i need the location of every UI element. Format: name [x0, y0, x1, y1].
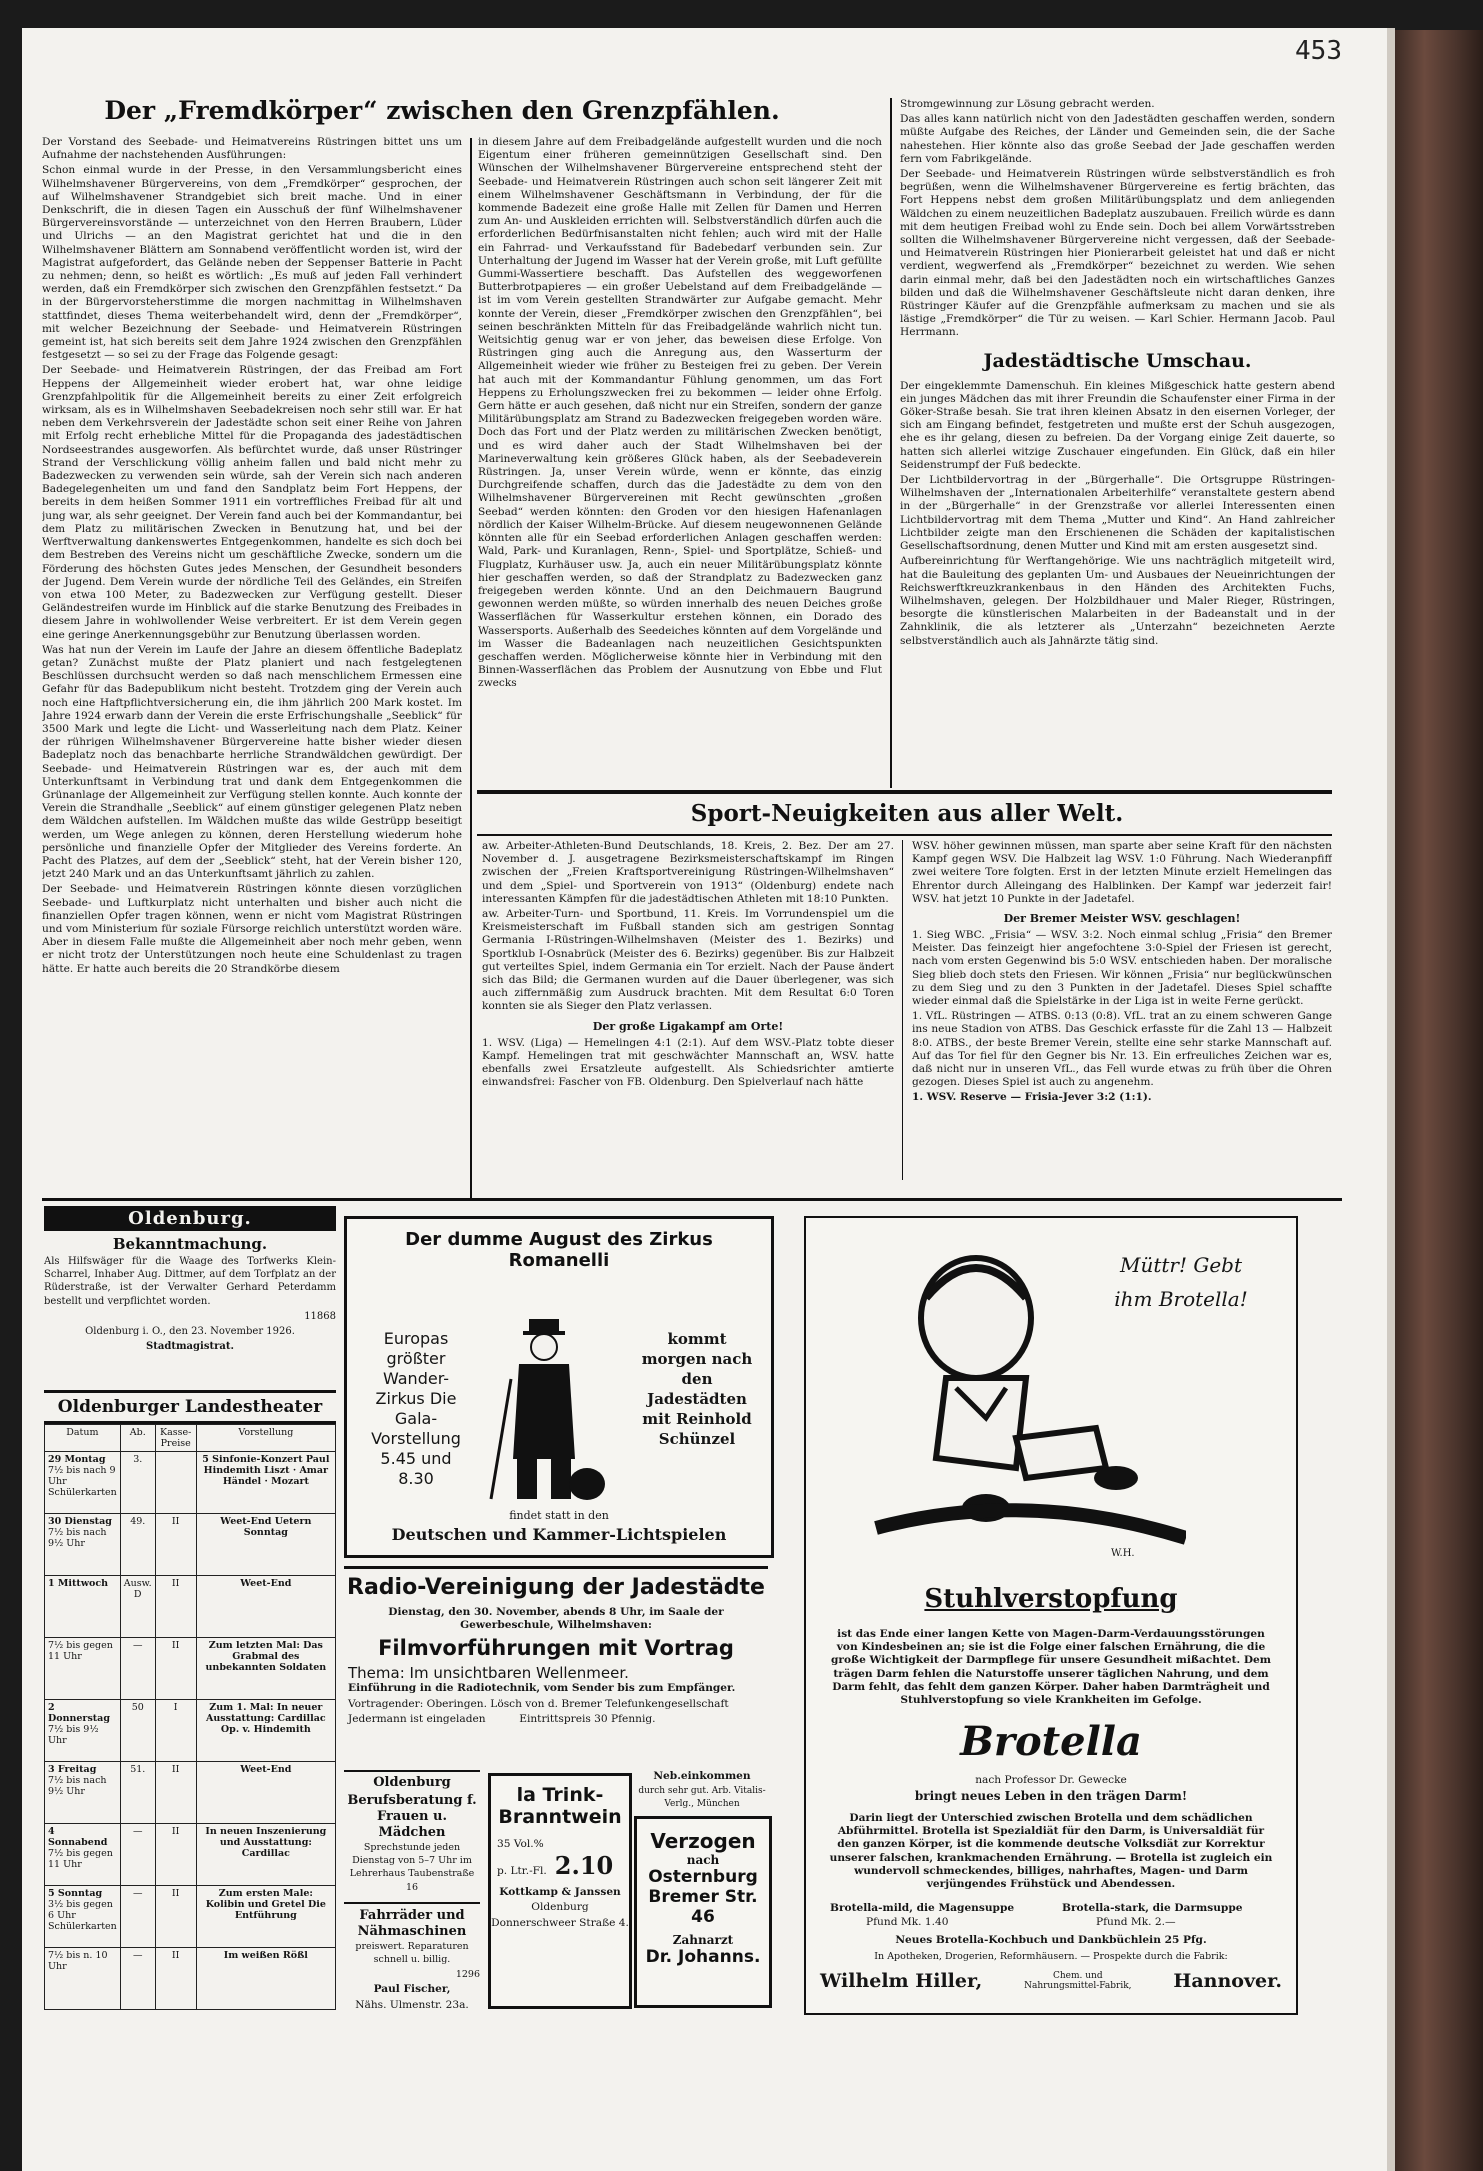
theater-time: 7½ bis nach 9½ Uhr	[48, 1775, 107, 1797]
brotella-mild-price: Pfund Mk. 1.40	[866, 1916, 949, 1928]
theater-ab-cell: Ausw. D	[120, 1576, 155, 1638]
sport-title: Sport-Neuigkeiten aus aller Welt.	[690, 800, 1124, 827]
article-column-1	[42, 136, 462, 1196]
trink-price: 2.10	[554, 1851, 614, 1881]
brotella-by: nach Professor Dr. Gewecke	[975, 1774, 1127, 1786]
verzogen-ad	[634, 1816, 772, 2008]
theater-col-header: Vorstellung	[196, 1425, 335, 1452]
theater-show-cell: Weet-End Uetern Sonntag	[196, 1514, 335, 1576]
fahrraeder-address: Nähs. Ulmenstr. 23a.	[355, 1998, 469, 2011]
section-rule	[477, 834, 1332, 836]
radio-title: Radio-Vereinigung der Jadestädte	[347, 1575, 765, 1600]
oldenburg-banner: Oldenburg.	[44, 1206, 336, 1231]
theater-time: 7½ bis 9½ Uhr	[48, 1724, 99, 1746]
article-paragraph: in diesem Jahre auf dem Freibadgelände aufgestellt wurden und die noch Eigentum einer früheren gemeinnützigen Gesellschaft sind. Den Wünschen der Wilhelmshavener Bürgervereine entsprechend steht der Seebade- und Heimatverein Rüstringen auch schon seit längerer Zeit mit einem Wilhelmshavener Geschäftsmann in Verbindung, der für die kommende Badezeit eine große Halle mit Zellen für Damen und Herren zum An- und Auskleiden errichten will. Selbstverständlich dürfen auch die erforderlichen Bedürfnisanstalten nicht fehlen; auch wird mit der Halle ein Fahrrad- und Verkaufsstand für Badebedarf verbunden sein. Zur Unterhaltung der Jugend im Wasser hat der Verein große, mit Luft gefüllte Gummi-Wassertiere beschafft. Das Aufstellen des weggeworfenen Butterbrotpapieres — ein großer Uebelstand auf dem Freibadgelände — ist im vom Verein gestellten Strandwärter zur Aufgabe gemacht. Mehr konnte der Verein, dieser „Fremdkörper zwischen den Grenzpfählen“, bei seinen beschränkten Mitteln für das Freibadgelände wahrlich nicht tun. Weitsichtig genug war er von jeher, das beweisen diese Erfolge. Von Rüstringen ging auch die Anregung aus, den Wasserturm der Allgemeinheit wieder wie früher zu Besteigen frei zu geben. Der Verein hat auch mit der Kommandantur Fühlung genommen, um das Fort Heppens zu Erholungszwecken frei zu bekommen — leider ohne Erfolg. Gern hätte er auch gesehen, daß nicht nur ein Streifen, sondern der ganze Militärübungsplatz am Strand zu Badezwecken freigegeben worden wäre. Doch das Fort und der Platz werden zu militärischen Zwecken benötigt, und es wird daher auch der Stadt Wilhelmshaven bei der Marineverwaltung kein größeres Glück haben, als der Seebadeverein Rüstringen. Ja, unser Verein würde, wenn er könnte, das einzig Durchgreifende schaffen, durch das die Jadestädte zu dem von den Wilhelmshavener Bürgervereinen mit Recht gewünschten „großen Seebad“ werden könnten: den Groden vor den hiesigen Hafenanlagen nördlich der Kaiser Wilhelm-Brücke. Auf diesem neugewonnenen Gelände könnten alle für ein Seebad erforderlichen Anlagen geschaffen werden: Wald, Park- und Kuranlagen, Renn-, Spiel- und Sportplätze, Schieß- und Flugplatz, Kurhäuser usw. Ja, auch ein neuer Militärübungsplatz könnte hier geschaffen werden, so daß der Strandplatz zu Badezwecken ganz freigegeben werden könnte. Und an den Deichmauern Baugrund gewonnen werden müßte, so würden innerhalb des neuen Deiches große Wasserflächen für Wasserkultur erstehen können, ein Dorado des Wassersports. Außerhalb des Seedeiches könnten auf dem Vorgelände und im Wasser die Badeanlagen nach neuzeitlichen Gesichtspunkten geschaffen werden. Möglicherweise könnte hier in Verbindung mit den Binnen-Wasserflächen das Problem der Ausnutzung von Ebbe und Flut zwecks	[478, 136, 882, 690]
theater-show-cell: Zum letzten Mal: Das Grabmal des unbekannten Soldaten	[196, 1638, 335, 1700]
trink-firm: Kottkamp & Janssen	[499, 1886, 621, 1899]
theater-show-cell: 5 Sinfonie-Konzert Paul Hindemith Liszt · Amar Händel · Mozart	[196, 1452, 335, 1514]
theater-row	[45, 1452, 336, 1514]
theater-price-cell	[155, 1452, 196, 1514]
brotella-headline: Stuhlverstopfung	[924, 1584, 1178, 1614]
theater-date-cell	[45, 1576, 121, 1638]
theater-show-cell: Zum ersten Male: Kolibin und Gretel Die Entführung	[196, 1886, 335, 1948]
verzogen-line4: Bremer Str. 46	[648, 1887, 758, 1927]
article-paragraph: Das alles kann natürlich nicht von den Jadestädten geschaffen werden, sondern müßte Aufgabe des Reiches, der Länder und Gemeinden sein, die der Sache nahestehen. Hier könnte also das große Seebad der Jade geschaffen werden fern vom Fabrikgelände.	[900, 113, 1335, 165]
fahrraeder-text: preiswert. Reparaturen schnell u. billig.	[355, 1940, 469, 1966]
radio-date: Dienstag, den 30. November, abends 8 Uhr, im Saale der Gewerbeschule, Wilhelmshaven:	[388, 1606, 724, 1632]
nebeneinkommen-ad	[634, 1770, 770, 1810]
brotella-text2: Darin liegt der Unterschied zwischen Brotella und dem schädlichen Abführmittel. Brotella ist Spezialdiät für den Darm, is Universaldiät für den ganzen Körper, ist die kommende deutsche Volksdiät zur Korrektur unserer falschen, krankmachenden Ernährung. — Brotella ist zugleich ein wundervoll schmeckendes, billiges, nahrhaftes, Magen- und Darm verjüngendes Frühstück und Abendessen.	[829, 1812, 1273, 1891]
article-paragraph: Der Seebade- und Heimatverein Rüstringen könnte diesen vorzüglichen Seebade- und Luftkurplatz nicht unterhalten und bisher auch nicht die finanziellen Opfer tragen können, wenn er nicht vom Magistrat Rüstringen und vom Ministerium für soziale Fürsorge reichlich unterstützt worden wäre. Aber in diesem Falle mußte die Allgemeinheit aber noch mehr geben, wenn er nicht trotz der Unterstützungen noch heute eine Schuldenlast zu tragen hätte. Er hatte auch bereits die 20 Strandkörbe diesem	[42, 883, 462, 975]
brotella-slogan: bringt neues Leben in den trägen Darm!	[914, 1789, 1188, 1803]
beratung-ad	[344, 1770, 480, 2012]
theater-day: 30 Dienstag	[48, 1516, 112, 1527]
theater-schedule	[44, 1390, 336, 2013]
brotella-where: In Apotheken, Drogerien, Reformhäusern. — Prospekte durch die Fabrik:	[874, 1951, 1228, 1962]
verzogen-line5: Zahnarzt	[672, 1933, 734, 1947]
theater-show-cell: Zum 1. Mal: In neuer Ausstattung: Cardillac Op. v. Hindemith	[196, 1700, 335, 1762]
umschau-paragraph: Der Lichtbildervortrag in der „Bürgerhalle“. Die Ortsgruppe Rüstringen-Wilhelmshaven der „Internationalen Arbeiterhilfe“ veranstaltete gestern abend in der „Bürgerhalle“ in der Grenzstraße vor allerlei Interessenten einen Lichtbildervortrag mit dem Thema „Mutter und Kind“. An Hand zahlreicher Lichtbilder zeigte man den Erschienenen die Schäden der kapitalistischen Gesellschaftsordnung, denen Mutter und Kind mit am ersten ausgesetzt sind.	[900, 474, 1335, 553]
theater-date-cell	[45, 1514, 121, 1576]
sport-paragraph: 1. VfL. Rüstringen — ATBS. 0:13 (0:8). VfL. trat an zu einem schweren Gange ins neue Stadion von ATBS. Das Geschick erfasste für die Zahl 13 — Halbzeit 8:0. ATBS., der beste Bremer Verein, stellte eine sehr starke Mannschaft auf. Auf das Tor fiel für den Gegner bis Nr. 13. Ein erfreuliches Zeichen war es, daß nicht nur in unseren VfL., das Fell wurde etwas zu früh über die Ohren gezogen. Dieses Spiel ist auch zu angenehm.	[912, 1010, 1332, 1089]
brotella-maker-city: Hannover.	[1173, 1970, 1282, 1992]
trink-price-row	[497, 1851, 629, 1880]
theater-time: 7½ bis nach 9 Uhr Schülerkarten	[48, 1465, 117, 1498]
sport-column-right	[912, 840, 1332, 1190]
trink-city: Oldenburg	[531, 1901, 589, 1914]
theater-show-cell: Weet-End	[196, 1576, 335, 1638]
beratung-text: Sprechstunde jeden Dienstag von 5–7 Uhr im Lehrerhaus Taubenstraße 16	[349, 1842, 475, 1893]
brotella-kochbuch: Neues Brotella-Kochbuch und Dankbüchlein 25 Pfg.	[895, 1934, 1207, 1946]
brotella-brand: Brotella	[960, 1718, 1142, 1765]
zirkus-venue: Deutschen und Kammer-Lichtspielen	[391, 1525, 727, 1544]
sport-paragraph: aw. Arbeiter-Turn- und Sportbund, 11. Kreis. Im Vorrundenspiel um die Kreismeisterschaft im Fußball standen sich am gestrigen Sonntag Germania I-Rüstringen-Wilhelmshaven (Meister des 1. Bezirks) und Sportklub I-Osnabrück (Meister des 6. Bezirks) gegenüber. Bis zur Halbzeit gut verteiltes Spiel, indem Germania ein Tor erzielt. Nach der Pause ändert sich das Bild; die Germanen wurden auf die Dauer überlegener, was sich auch ziffernmäßig zum Ausdruck brachten. Mit dem Resultat 6:0 Toren konnten sie als Sieger den Platz verlassen.	[482, 908, 894, 1013]
brotella-artist: W.H.	[1111, 1548, 1135, 1559]
theater-time: 7½ bis nach 9½ Uhr	[48, 1527, 107, 1549]
notice-date: Oldenburg i. O., den 23. November 1926.	[85, 1326, 295, 1338]
zirkus-right-text: kommt morgen nach den Jadestädten mit Reinhold Schünzel	[641, 1330, 753, 1448]
theater-title: Oldenburger Landestheater	[44, 1393, 336, 1424]
notice-signature: Stadtmagistrat.	[146, 1341, 234, 1353]
theater-price-cell: II	[155, 1824, 196, 1886]
theater-ab-cell: 3.	[120, 1452, 155, 1514]
theater-price-cell: II	[155, 1514, 196, 1576]
theater-date-cell	[45, 1886, 121, 1948]
radio-event: Filmvorführungen mit Vortrag	[378, 1636, 734, 1661]
theater-ab-cell: 50	[120, 1700, 155, 1762]
book-binding	[1393, 30, 1483, 2171]
notice-ref: 11868	[304, 1310, 336, 1322]
brotella-stark: Brotella-stark, die Darmsuppe	[1062, 1902, 1243, 1914]
theater-table	[44, 1424, 336, 2010]
theater-col-header: Kasse-Preise	[155, 1425, 196, 1452]
notice-heading: Bekanntmachung.	[112, 1235, 268, 1253]
theater-ab-cell: 49.	[120, 1514, 155, 1576]
trink-ad	[488, 1773, 632, 2009]
radio-speaker: Vortragender: Oberingen. Lösch von d. Bremer Telefunkengesellschaft	[348, 1697, 729, 1710]
trink-percent: 35 Vol.%	[497, 1838, 544, 1850]
theater-price-cell: II	[155, 1886, 196, 1948]
theater-price-cell: II	[155, 1576, 196, 1638]
theater-ab-cell: —	[120, 1886, 155, 1948]
article-title: Der „Fremdkörper“ zwischen den Grenzpfählen.	[104, 96, 780, 125]
theater-row	[45, 1762, 336, 1824]
theater-date-cell	[45, 1762, 121, 1824]
theater-price-cell: II	[155, 1638, 196, 1700]
brotella-mild: Brotella-mild, die Magensuppe	[830, 1902, 1015, 1914]
theater-price-cell: I	[155, 1700, 196, 1762]
theater-ab-cell: —	[120, 1824, 155, 1886]
theater-show-cell: In neuen Inszenierung und Ausstattung: Cardillac	[196, 1824, 335, 1886]
column-rule	[470, 138, 472, 1198]
theater-date-cell	[45, 1948, 121, 2010]
theater-row	[45, 1948, 336, 2010]
article-column-2	[478, 136, 882, 786]
article-paragraph: Stromgewinnung zur Lösung gebracht werden.	[900, 98, 1155, 110]
sport-paragraph: aw. Arbeiter-Athleten-Bund Deutschlands, 18. Kreis, 2. Bez. Der am 27. November d. J. ausgetragene Bezirksmeisterschaftskampf im Ringen zwischen der „Freien Kraftsportvereinigung Rüstringen-Wilhelmshaven“ und dem „Spiel- und Sportverein von 1913“ (Oldenburg) endete nach interessanten Kämpfen für die jadestädtischen Athleten mit 18:10 Punkten.	[482, 840, 894, 905]
theater-day: 4 Sonnabend	[48, 1826, 108, 1848]
brotella-stark-price: Pfund Mk. 2.—	[1096, 1916, 1176, 1928]
theater-row	[45, 1700, 336, 1762]
column-rule	[890, 98, 892, 788]
theater-date-cell	[45, 1452, 121, 1514]
theater-row	[45, 1638, 336, 1700]
verzogen-line1: Verzogen	[650, 1829, 756, 1853]
radio-theme: Thema: Im unsichtbaren Wellenmeer.	[348, 1664, 629, 1683]
theater-day: 5 Sonntag	[48, 1888, 103, 1899]
theater-date-cell	[45, 1700, 121, 1762]
theater-date-cell	[45, 1638, 121, 1700]
page-number: 453	[1295, 36, 1342, 66]
oldenburg-notice	[44, 1206, 336, 1386]
article-paragraph: Der Seebade- und Heimatverein Rüstringen würde selbstverständlich es froh begrüßen, wenn die Wilhelmshavener Bürgervereine es fertig brächten, das Fort Heppens nebst dem großen Militärübungsplatz und dem anliegenden Wäldchen zu einem neuzeitlichen Badeplatz auszubauen. Freilich würde es dann mit dem heutigen Freibad wohl zu Ende sein. Doch bei allem Vorwärtsstreben sollten die Wilhelmshavener Bürgervereine nicht vergessen, daß der Seebade- und Heimatverein Rüstringen hier Pionierarbeit geleistet hat und daß er nicht verdient, wegwerfend als „Fremdkörper“ bezeichnet zu werden. Wie sehen darin einmal mehr, daß bei den Jadestädten noch ein wirtschaftliches Ganzes bilden und daß die Wilhelmshavener Geschäftsleute nicht daran denken, ihre Rüstringer Käufer auf die Grenzpfähle aufmerksam zu machen und sie als lästige „Fremdkörper“ die Tür zu weisen. — Karl Schier. Hermann Jacob. Paul Herrmann.	[900, 168, 1335, 339]
theater-row	[45, 1824, 336, 1886]
trink-unit: p. Ltr.-Fl.	[497, 1865, 547, 1877]
trink-line2: Branntwein	[498, 1806, 622, 1828]
theater-row	[45, 1886, 336, 1948]
brotella-maker-sub: Chem. und Nahrungsmittel-Fabrik,	[1024, 1971, 1132, 1991]
sport-column-left	[482, 840, 894, 1190]
section-rule	[477, 790, 1332, 794]
theater-time: 7½ bis n. 10 Uhr	[48, 1950, 108, 1972]
beratung-city: Oldenburg	[373, 1775, 451, 1790]
theater-row	[45, 1576, 336, 1638]
trink-line1: la Trink-	[516, 1784, 604, 1806]
brotella-text1: ist das Ende einer langen Kette von Magen-Darm-Verdauungsstörungen von Kindesbeinen an; sie ist die Folge einer falschen Ernährung, die die große Wichtigkeit der Darmpflege für unsere Gesundheit mißachtet. Dem trägen Darm fehlen die Naturstoffe unserer täglichen Nahrung, und dem Darm fehlt, das fehlt dem ganzen Körper. Daher haben Darmträgheit und Stuhlverstopfung so viele Krankheiten im Gefolge.	[831, 1628, 1271, 1707]
radio-admission: Jedermann ist eingeladen Eintrittspreis 30 Pfennig.	[348, 1712, 656, 1725]
umschau-paragraph: Aufbereinrichtung für Werftangehörige. Wie uns nachträglich mitgeteilt wird, hat die Bauleitung des geplanten Um- und Ausbaues der Neueinrichtungen der Reichswerftkreuzkrankenbaus in den Händen des Architekten Fuchs, Wilhelmshaven, gelegen. Der Holzbildhauer und Maler Rieger, Rüstringen, besorgte die künstlerischen Malarbeiten in der Badeanstalt und in der Zahnklinik, die als letzterer als „Unterzahn“ bezeichneten Aerzte selbstverständlich auch als Jahnärzte tätig sind.	[900, 555, 1335, 647]
column-rule	[902, 840, 903, 1180]
umschau-paragraph: Der eingeklemmte Damenschuh. Ein kleines Mißgeschick hatte gestern abend ein junges Mädchen das mit ihrer Freundin die Schaufenster einer Firma in der Göker-Straße besah. Sie trat ihren kleinen Absatz in den eisernen Vorleger, der sich am Eingang befindet, festgetreten und mußte erst der Schuh ausgezogen, ehe es ihr gelang, diesen zu befreien. Da der Vorgang einige Zeit dauerte, so hatten sich allerlei witzige Zuschauer eingefunden. Ein Glück, daß ein hiler Seidenstrumpf der Fuß bedeckte.	[900, 379, 1335, 471]
neb-line2: durch sehr gut. Arb. Vitalis-Verlg., München	[638, 1786, 766, 1810]
section-rule	[42, 1198, 1342, 1201]
verzogen-line2: nach	[686, 1853, 720, 1867]
zirkus-title: Der dumme August des Zirkus Romanelli	[405, 1229, 713, 1271]
page-edge	[1387, 28, 1395, 2171]
beratung-title: Berufsberatung f. Frauen u. Mädchen	[347, 1793, 477, 1840]
brotella-ad	[804, 1216, 1298, 2015]
radio-intro: Einführung in die Radiotechnik, vom Sender bis zum Empfänger.	[348, 1682, 736, 1695]
sport-subhead: Der Bremer Meister WSV. geschlagen!	[1003, 912, 1241, 926]
neb-line1: Neb.einkommen	[653, 1770, 751, 1782]
sport-subhead: Der große Ligakampf am Orte!	[592, 1019, 784, 1033]
theater-day: 29 Montag	[48, 1454, 106, 1465]
notice-text: Als Hilfswäger für die Waage des Torfwerks Klein-Scharrel, Inhaber Aug. Dittmer, auf dem Torfplatz an der Rüderstraße, ist der Verwalter Gerhard Peterdamm bestellt und verpflichtet worden.	[44, 1256, 336, 1307]
theater-date-cell	[45, 1824, 121, 1886]
theater-rows	[45, 1452, 336, 2010]
article-paragraph: Was hat nun der Verein im Laufe der Jahre an diesem öffentliche Badeplatz getan? Zunächst mußte der Platz planiert und nach festgelegtenen Beschlüssen durchsucht werden so daß nach menschlichem Ermessen eine Gefahr für das Badepublikum nicht besteht. Trotzdem ging der Verein auch noch eine Haftpflichtversicherung ein, die ihm jährlich 200 Mark kostet. Im Jahre 1924 erwarb dann der Verein die erste Erfrischungshalle „Seeblick“ für 3500 Mark und legte die Licht- und Wasserleitung nach dem Platz. Keiner der rührigen Wilhelmshavener Bürgervereine hatte bisher wieder diesen Badeplatz noch das benachbarte herrliche Strandwäldchen gewürdigt. Der Seebade- und Heimatverein Rüstringen war es, der auch mit dem Unterkunftsamt in Verbindung trat und dank dem Entgegenkommen die Grünanlage der Allgemeinheit zur Verfügung stellen konnte. Auch konnte der Verein die Strandhalle „Seeblick“ auf einem günstiger gelegenen Platz neben dem Wäldchen aufstellen. Im Wäldchen mußte das wilde Gestrüpp beseitigt werden, um Wege anlegen zu können, deren Herstellung wiederum hohe persönliche und finanzielle Opfer der Mitglieder des Vereins forderte. An Pacht des Platzes, auf dem der „Seeblick“ steht, hat der Verein bisher 120, jetzt 240 Mark und an das Unterkunftsamt jährlich zu zahlen.	[42, 643, 462, 881]
zirkus-left-text: Europas größter Wander-Zirkus Die Gala-Vorstellung 5.45 und 8.30	[371, 1329, 461, 1488]
brotella-maker-row	[820, 1970, 1282, 1992]
theater-show-cell: Im weißen Rößl	[196, 1948, 335, 2010]
newspaper-page	[22, 28, 1387, 2171]
theater-row	[45, 1514, 336, 1576]
fahrraeder-name: Paul Fischer,	[373, 1983, 451, 1996]
theater-ab-cell: —	[120, 1638, 155, 1700]
brotella-speech: Müttr! Gebt ihm Brotella!	[1114, 1253, 1248, 1311]
theater-price-cell: II	[155, 1948, 196, 2010]
theater-day: 1 Mittwoch	[48, 1578, 109, 1589]
article-paragraph: Der Vorstand des Seebade- und Heimatvereins Rüstringen bittet uns um Aufnahme der nachstehenden Ausführungen:	[42, 136, 462, 162]
theater-col-header: Ab.	[120, 1425, 155, 1452]
sport-paragraph: WSV. höher gewinnen müssen, man sparte aber seine Kraft für den nächsten Kampf gegen WSV. Die Halbzeit lag WSV. 1:0 Führung. Nach Wiederanpfiff zwei weitere Tore folgten. Erst in der letzten Minute erzielt Hemelingen das Ehrentor durch Alleingang des Halblinken. Der Kampf war jederzeit fair! WSV. hat jetzt 10 Punkte in der Jadetafel.	[912, 840, 1332, 905]
theater-col-header: Datum	[45, 1425, 121, 1452]
verzogen-line6: Dr. Johanns.	[645, 1947, 761, 1967]
fahrraeder-ref: 1296	[455, 1969, 480, 1981]
brotella-maker: Wilhelm Hiller,	[820, 1970, 983, 1992]
verzogen-line3: Osternburg	[648, 1867, 758, 1887]
theater-day: 2 Donnerstag	[48, 1702, 110, 1724]
theater-ab-cell: —	[120, 1948, 155, 2010]
sport-paragraph: 1. WSV. Reserve — Frisia-Jever 3:2 (1:1).	[912, 1091, 1152, 1104]
fahrraeder-title: Fahrräder und Nähmaschinen	[344, 1902, 480, 1940]
theater-time: 7½ bis gegen 11 Uhr	[48, 1848, 113, 1870]
umschau-title: Jadestädtische Umschau.	[983, 349, 1252, 372]
article-paragraph: Schon einmal wurde in der Presse, in den Versammlungsbericht eines Wilhelmshavener Bürgervereins, von dem „Fremdkörper“ gesprochen, der auf Wilhelmshavener Strandgebiet sich breit mache. Und in einer Denkschrift, die in diesen Tagen ein Ausschuß der fünf Wilhelmshavener Bürgervereinsvorstände — unterzeichnet von den Herren Braubern, Lüder und Ulrichs — an den Magistrat gerichtet hat und die in den Wilhelmshavener Blättern am Sonnabend veröffentlicht worden ist, wird der Magistrat aufgefordert, das Gelände neben der Seppenser Batterie in Pacht zu nehmen; denn, so heißt es wörtlich: „Es muß auf jeden Fall verhindert werden, daß ein Fremdkörper sich zwischen den Grenzpfählen festsetzt.“ Da in der Bürgervorsteherstimme die morgen nachmittag in Wilhelmshaven stattfindet, dieses Thema weiterbehandelt wird, denn der „Fremdkörper“, mit welcher Bezeichnung der Seebade- und Heimatverein Rüstringen gemeint ist, hat sich bereits seit dem Jahre 1924 zwischen den Grenzpfählen festgesetzt — so sei zu der Frage das Folgende gesagt:	[42, 164, 462, 362]
trink-address: Donnerschweer Straße 4.	[491, 1916, 629, 1929]
theater-show-cell: Weet-End	[196, 1762, 335, 1824]
zirkus-venue-intro: findet statt in den	[509, 1509, 609, 1522]
theater-time: 3½ bis gegen 6 Uhr Schülerkarten	[48, 1899, 117, 1932]
theater-price-cell: II	[155, 1762, 196, 1824]
clown-illustration-icon	[479, 1309, 609, 1509]
article-column-3	[900, 98, 1335, 788]
theater-time: 7½ bis gegen 11 Uhr	[48, 1640, 113, 1662]
sport-paragraph: 1. Sieg WBC. „Frisia“ — WSV. 3:2. Noch einmal schlug „Frisia“ den Bremer Meister. Das feinzeigt hier angefochtene 3:0-Spiel der Friesen ist gerecht, nach vom ersten Gegenwind bis 5:0 WSV. entschieden haben. Der moralische Sieg blieb doch stets den Friesen. Wir können „Frisia“ nur beglückwünschen zu dem Sieg und zu den 3 Punkten in der Jadetafel. Dieses Spiel schaffte wieder einmal daß die Spielstärke in der Liga ist in weite Ferne gerückt.	[912, 929, 1332, 1008]
theater-day: 3 Freitag	[48, 1764, 97, 1775]
article-paragraph: Der Seebade- und Heimatverein Rüstringen, der das Freibad am Fort Heppens der Allgemeinheit wieder erobert hat, war ohne leidige Grenzpfahlpolitik für die Allgemeinheit bereits zu einer Zeit erfolgreich wirksam, als es in Wilhelmshaven Seebadekreisen noch sehr still war. Er hat neben dem Verkehrsverein der Jadestädte schon seit einer Reihe von Jahren mit Erfolg recht erhebliche Mittel für die Propaganda des jadestädtischen Nordseestrandes ausgeworfen. Als befürchtet wurde, daß unser Rüstringer Strand der Verschlickung völlig anheim fallen und bald nicht mehr zu Badezwecken zu verwenden sein würde, sah der Verein sich nach anderen Badegelegenheiten um und fand den Sandplatz beim Fort Heppens, der bereits in dem heißen Sommer 1911 ein vortreffliches Freibad für alt und jung war, als sehr geeignet. Der Verein fand auch bei der Kommandantur, bei dem Platz zu militärischen Zwecken in Benutzung hat, und bei der Werftverwaltung dankenswertes Entgegenkommen, handelte es sich doch bei dem Bestreben des Vereins nicht um geschäftliche Zwecke, sondern um die Förderung des höchsten Gutes jedes Menschen, der Gesundheit besonders der Jugend. Dem Verein wurde der nördliche Teil des Geländes, ein Streifen von etwa 100 Meter, zu Badezwecken zur Verfügung gestellt. Dieser Geländestreifen wurde im Hinblick auf die starke Benutzung des Freibades in diesem Jahre in wohlwollender Weise verbreitert. Er ist dem Verein gegen eine geringe Anerkennungsgebühr zur Benutzung überlassen worden.	[42, 364, 462, 641]
zirkus-ad	[344, 1216, 774, 1558]
radio-ad	[344, 1566, 768, 1769]
sport-paragraph: 1. WSV. (Liga) — Hemelingen 4:1 (2:1). Auf dem WSV.-Platz tobte dieser Kampf. Hemelingen trat mit geschwächter Mannschaft an, WSV. hatte ebenfalls zwei Ersatzleute aufgestellt. Als Schiedsrichter amtierte einwandsfrei: Fascher von FB. Oldenburg. Den Spielverlauf nach hätte	[482, 1036, 894, 1089]
theater-ab-cell: 51.	[120, 1762, 155, 1824]
